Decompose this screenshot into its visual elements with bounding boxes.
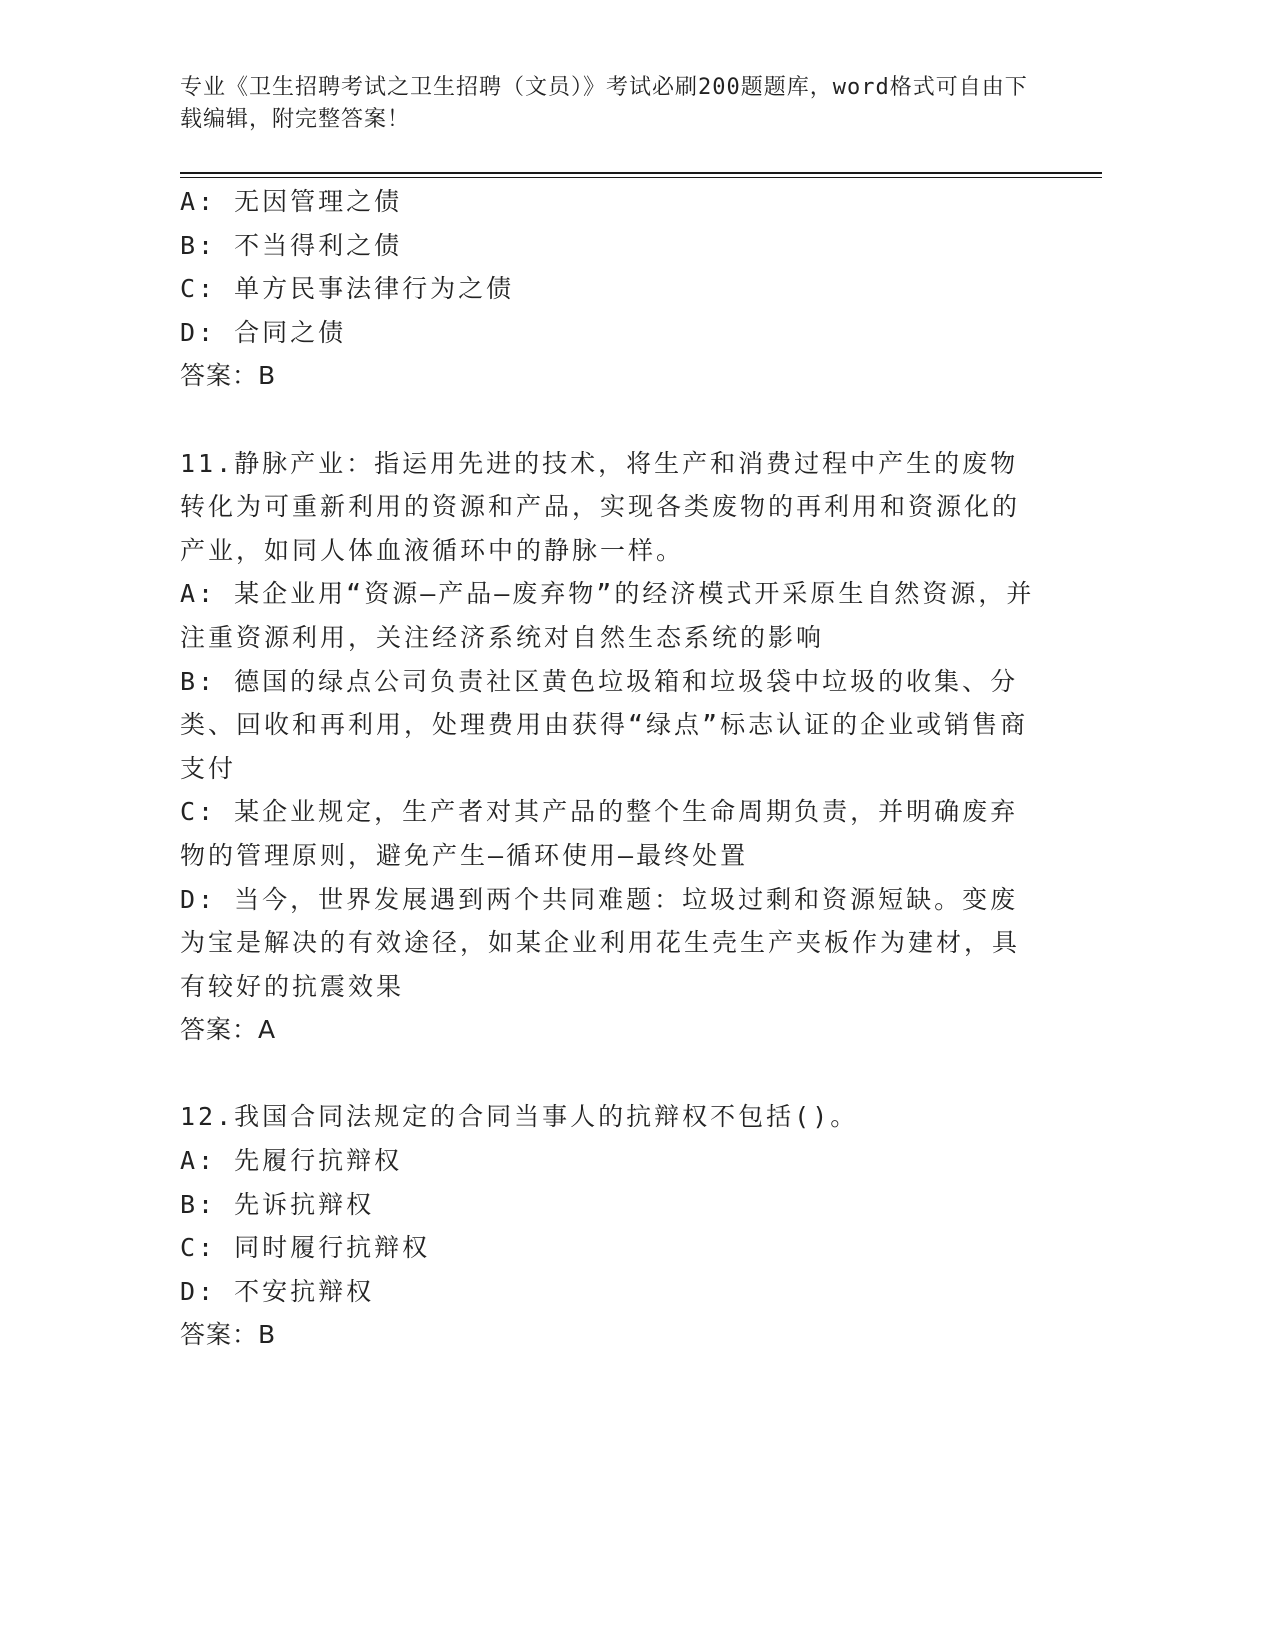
answer-label: 答案：A: [180, 1015, 277, 1045]
question-10-block: [180, 180, 1040, 398]
question-spacer: [180, 398, 1040, 442]
option-b: B: 德国的绿点公司负责社区黄色垃圾箱和垃圾袋中垃圾的收集、分类、回收和再利用，处理费用由获得“绿点”标志认证的企业或销售商支付: [180, 666, 1029, 783]
option-c: C: 某企业规定，生产者对其产品的整个生命周期负责，并明确废弃物的管理原则，避免产生—循环使用—最终处置: [180, 797, 1019, 870]
document-header: 专业《卫生招聘考试之卫生招聘（文员）》考试必刷200题题库，word格式可自由下载编辑，附完整答案！: [180, 75, 1028, 132]
option-a: A: 某企业用“资源—产品—废弃物”的经济模式开采原生自然资源，并注重资源利用，关注经济系统对自然生态系统的影响: [180, 579, 1035, 652]
question-content: [180, 180, 1040, 1357]
option-c: C: 单方民事法律行为之债: [180, 274, 515, 304]
option-b: B: 不当得利之债: [180, 230, 403, 260]
option-a: A: 无因管理之债: [180, 187, 403, 216]
answer-label: 答案：B: [180, 361, 277, 391]
question-stem: 12.我国合同法规定的合同当事人的抗辩权不包括()。: [180, 1102, 859, 1132]
option-c: C: 同时履行抗辩权: [180, 1233, 431, 1263]
question-11-block: [180, 442, 1040, 1052]
answer-label: 答案：B: [180, 1320, 277, 1350]
option-d: D: 不安抗辩权: [180, 1276, 375, 1306]
option-d: D: 合同之债: [180, 317, 347, 347]
question-spacer: [180, 1052, 1040, 1096]
header-divider-thick: [180, 172, 1102, 174]
question-12-block: [180, 1095, 1040, 1357]
header-divider-thin: [180, 177, 1102, 178]
question-stem: 11.静脉产业：指运用先进的技术，将生产和消费过程中产生的废物转化为可重新利用的资源和产品，实现各类废物的再利用和资源化的产业，如同人体血液循环中的静脉一样。: [180, 448, 1021, 565]
option-b: B: 先诉抗辩权: [180, 1189, 375, 1219]
option-d: D: 当今，世界发展遇到两个共同难题：垃圾过剩和资源短缺。变废为宝是解决的有效途径，如某企业利用花生壳生产夹板作为建材，具有较好的抗震效果: [180, 884, 1021, 1001]
option-a: A: 先履行抗辩权: [180, 1146, 403, 1176]
